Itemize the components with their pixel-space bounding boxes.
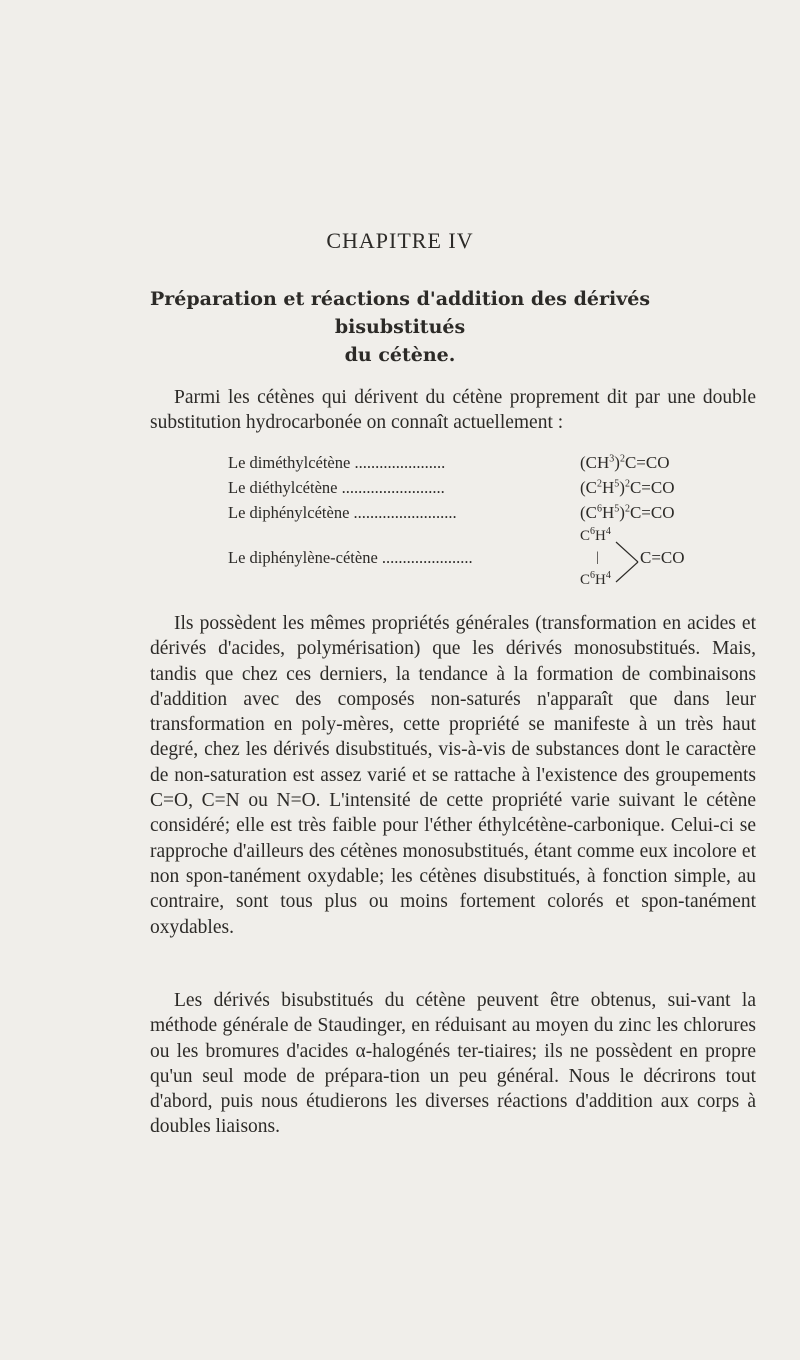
formula-top-group: $C^6H^4$	[580, 526, 611, 544]
compound-row-biphenylene	[228, 528, 708, 600]
compound-formula: $(C^6H^5)^2C=CO$	[580, 503, 675, 522]
properties-paragraph	[150, 611, 756, 940]
formula-bottom-group: $C^6H^4$	[580, 570, 611, 588]
compound-row	[228, 503, 708, 528]
compound-formula: $(C^2H^5)^2C=CO$	[580, 478, 675, 497]
section-title-line-2: du cétène.	[344, 344, 456, 366]
section-title	[130, 285, 670, 369]
properties-text: Ils possèdent les mêmes propriétés générales (transformation en acides et dérivés d'acides, polymérisation) que les dérivés monosubstitués. Mais, tandis que chez ces derniers, la tendance à la formation de combinaisons d'addition avec des composés non-saturés n'apparaît que dans leur transformation en poly-mères, cette propriété se manifeste à un très haut degré, chez les dérivés disubstitués, vis-à-vis de substances dont le caractère de non-saturation est assez varié et se rattache à l'existence des groupements C=O, C=N ou N=O. L'intensité de cette propriété varie suivant le cétène considéré; elle est très faible pour l'éther éthylcétène-carbonique. Celui-ci se rapproche d'ailleurs des cétènes monosubstitués, étant comme eux incolore et non spon-tanément oxydable; les cétènes disubstitués, à fonction simple, au contraire, sont tous plus ou moins fortement colorés et spon-tanément oxydables.	[150, 613, 756, 938]
compound-row	[228, 478, 708, 503]
compound-name: Le diphénylcétène .........................	[228, 503, 457, 522]
formula-bond-bar: |	[596, 550, 599, 565]
compound-name: Le diéthylcétène .........................	[228, 478, 445, 497]
preparation-paragraph	[150, 988, 756, 1140]
intro-text: Parmi les cétènes qui dérivent du cétène proprement dit par une double substitution hydrocarbonée on connaît actuellement :	[150, 387, 756, 434]
chapter-heading: CHAPITRE IV	[326, 228, 474, 253]
formula-co-group: C=CO	[640, 548, 685, 567]
preparation-text: Les dérivés bisubstitués du cétène peuvent être obtenus, sui-vant la méthode générale de Staudinger, en réduisant au moyen du zinc les chlorures ou les bromures d'acides α-halogénés ter-tiaires; ils ne possèdent en propre qu'un seul mode de prépara-tion un peu général. Nous le décrirons tout d'abord, puis nous étudierons les diverses réactions d'addition aux corps à doubles liaisons.	[150, 990, 756, 1138]
compound-list	[228, 453, 708, 600]
intro-paragraph	[150, 385, 756, 436]
structural-formula	[580, 528, 720, 600]
compound-name: Le diméthylcétène ......................	[228, 453, 446, 472]
section-title-line-1: Préparation et réactions d'addition des dérivés bisubstitués	[149, 288, 651, 338]
bond-lines	[614, 536, 642, 588]
compound-name: Le diphénylène-cétène ......................	[228, 548, 473, 567]
compound-row	[228, 453, 708, 478]
compound-formula: $(CH^3)^2C=CO$	[580, 453, 670, 472]
